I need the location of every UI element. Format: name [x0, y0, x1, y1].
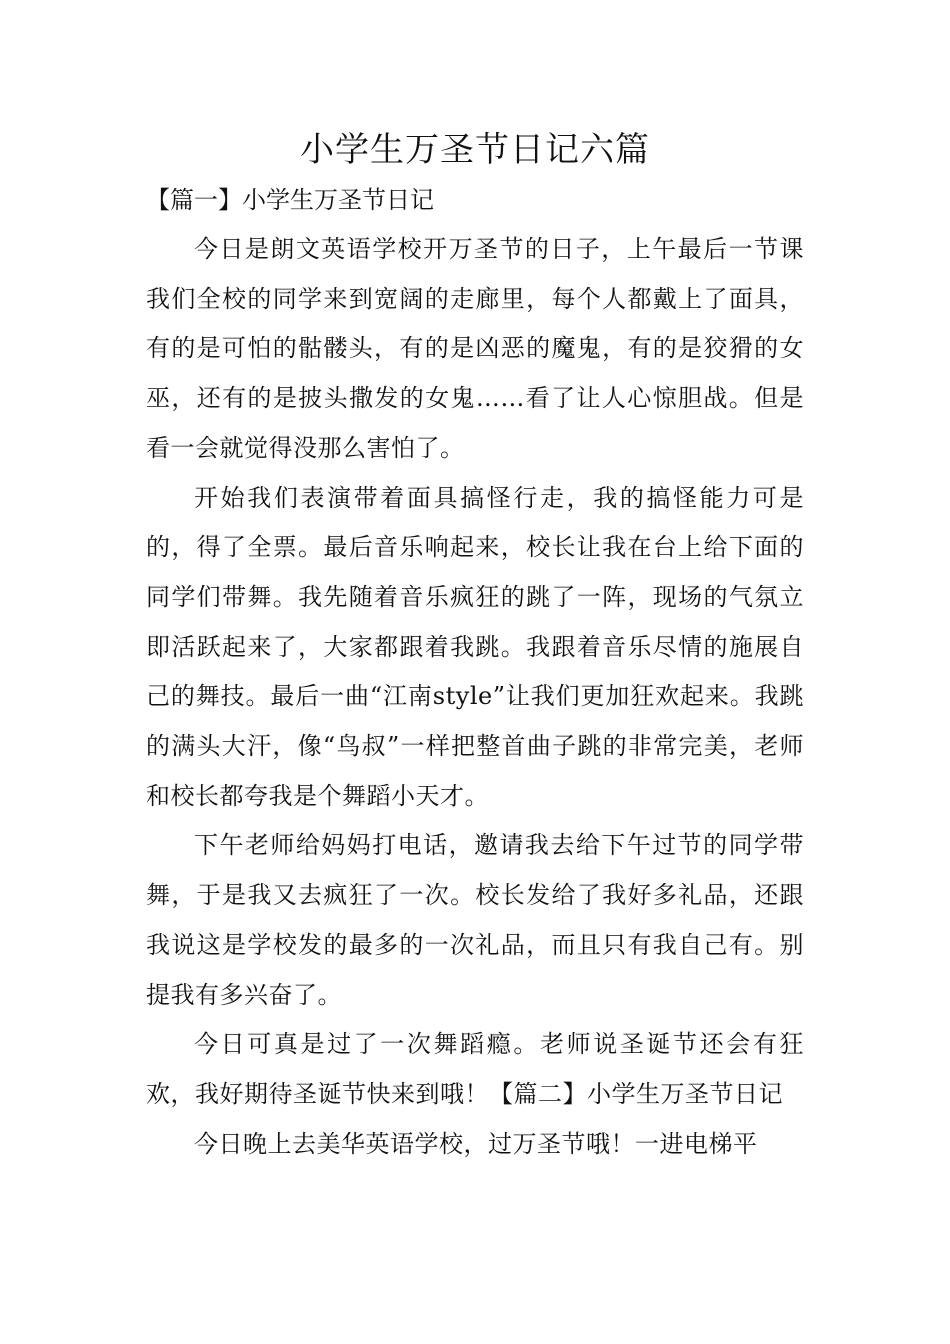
- section-heading: 【篇一】小学生万圣节日记: [146, 186, 434, 214]
- document-title: 小学生万圣节日记六篇: [300, 130, 650, 170]
- paragraph: 下午老师给妈妈打电话，邀请我去给下午过节的同学带舞，于是我又去疯狂了一次。校长发给了我好多礼品，还跟我说这是学校发的最多的一次礼品，而且只有我自己有。别提我有多兴奋了。: [146, 831, 804, 1009]
- paragraph: 今日可真是过了一次舞蹈瘾。老师说圣诞节还会有狂欢，我好期待圣诞节快来到哦！【篇二】小学生万圣节日记: [146, 1030, 804, 1108]
- paragraph: 今日晚上去美华英语学校，过万圣节哦！一进电梯平: [194, 1129, 758, 1158]
- paragraph: 开始我们表演带着面具搞怪行走，我的搞怪能力可是的，得了全票。最后音乐响起来，校长让我在台上给下面的同学们带舞。我先随着音乐疯狂的跳了一阵，现场的气氛立即活跃起来了，大家都跟着我跳。我跟着音乐尽情的施展自己的舞技。最后一曲“江南style”让我们更加狂欢起来。我跳的满头大汗，像“鸟叔”一样把整首曲子跳的非常完美，老师和校长都夸我是个舞蹈小天才。: [146, 483, 804, 810]
- document-body: [146, 125, 804, 1169]
- paragraph: 今日是朗文英语学校开万圣节的日子，上午最后一节课我们全校的同学来到宽阔的走廊里，每个人都戴上了面具，有的是可怕的骷髅头，有的是凶恶的魔鬼，有的是狡猾的女巫，还有的是披头撒发的女鬼……看了让人心惊胆战。但是看一会就觉得没那么害怕了。: [146, 235, 804, 462]
